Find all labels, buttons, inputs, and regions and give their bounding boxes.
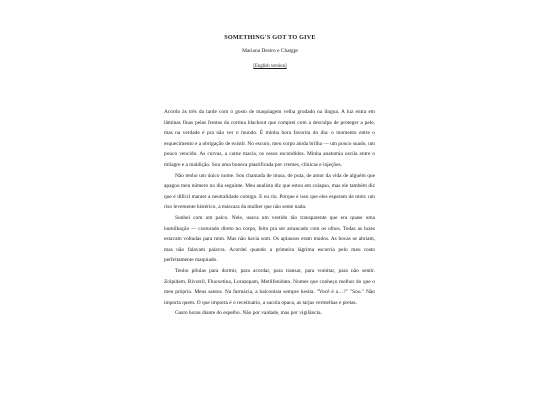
paragraph: Sonhei com um palco. Nele, usava um vestido tão transparente que era quase uma humilhação — costurado direto no corpo, feito pra ser arrancado com os olhos. Todas as luzes estavam voltadas para mim. Mas não havia som. Os aplausos eram mudos. As bocas se abriam, mas não falavam palavra. Acordei quando a primeira lágrima escorria pelo meu rosto perfeitamente maquiado.	[164, 214, 375, 264]
language-link-container	[0, 64, 540, 69]
document-authors: Mariana Destro e Chatgpt	[242, 48, 298, 54]
english-version-link[interactable]: [English version]	[253, 64, 287, 69]
document-body	[164, 107, 375, 319]
paragraph: Tenho pílulas para dormir, para acordar, para transar, para vomitar, para não sentir. Zolpidem, Rivotril, Fluoxetina, Lorazepam, Metilfenidato. Nomes que conheço melhor do que o meu próprio. Meus santos. Na farmácia, a balconista sempre hesita. "Você é a…?" "Sou." Não importa quem. O que importa é o receituário, a sacola opaca, as tarjas vermelhas e pretas.	[164, 267, 375, 306]
paragraph: Gasto horas diante do espelho. Não por vaidade, mas por vigilância.	[175, 310, 322, 317]
paragraph: Acordo às três da tarde com o gosto de maquiagem velha grudado na língua. A luz entra em lâminas finas pelas frestas da cortina blackout que comprei com a desculpa de proteger a pele, mas na verdade é pra não ver o mundo. É minha hora favorita do dia: o momento entre o esquecimento e a obrigação de existir. No escuro, meu corpo ainda brilha — um pouco suado, um pouco vencido. As curvas, a carne macia, os ossos escondidos. Minha anatomia oscila entre o milagre e a maldição. Sou uma boneca plastificada por cremes, clínicas e injeções.	[164, 109, 375, 168]
document-title: SOMETHING'S GOT TO GIVE	[224, 34, 316, 41]
paragraph: Não tenho um único nome. Sou chamada de musa, de puta, de amor da vida de alguém que apagou meu número no dia seguinte. Meu analista diz que estou em colapso, mas ele também diz que é difícil manter a neutralidade comigo. E eu rio. Porque é isso que eles esperam de mim: um riso levemente histérico, a máscara da mulher que não sente nada.	[164, 172, 375, 211]
